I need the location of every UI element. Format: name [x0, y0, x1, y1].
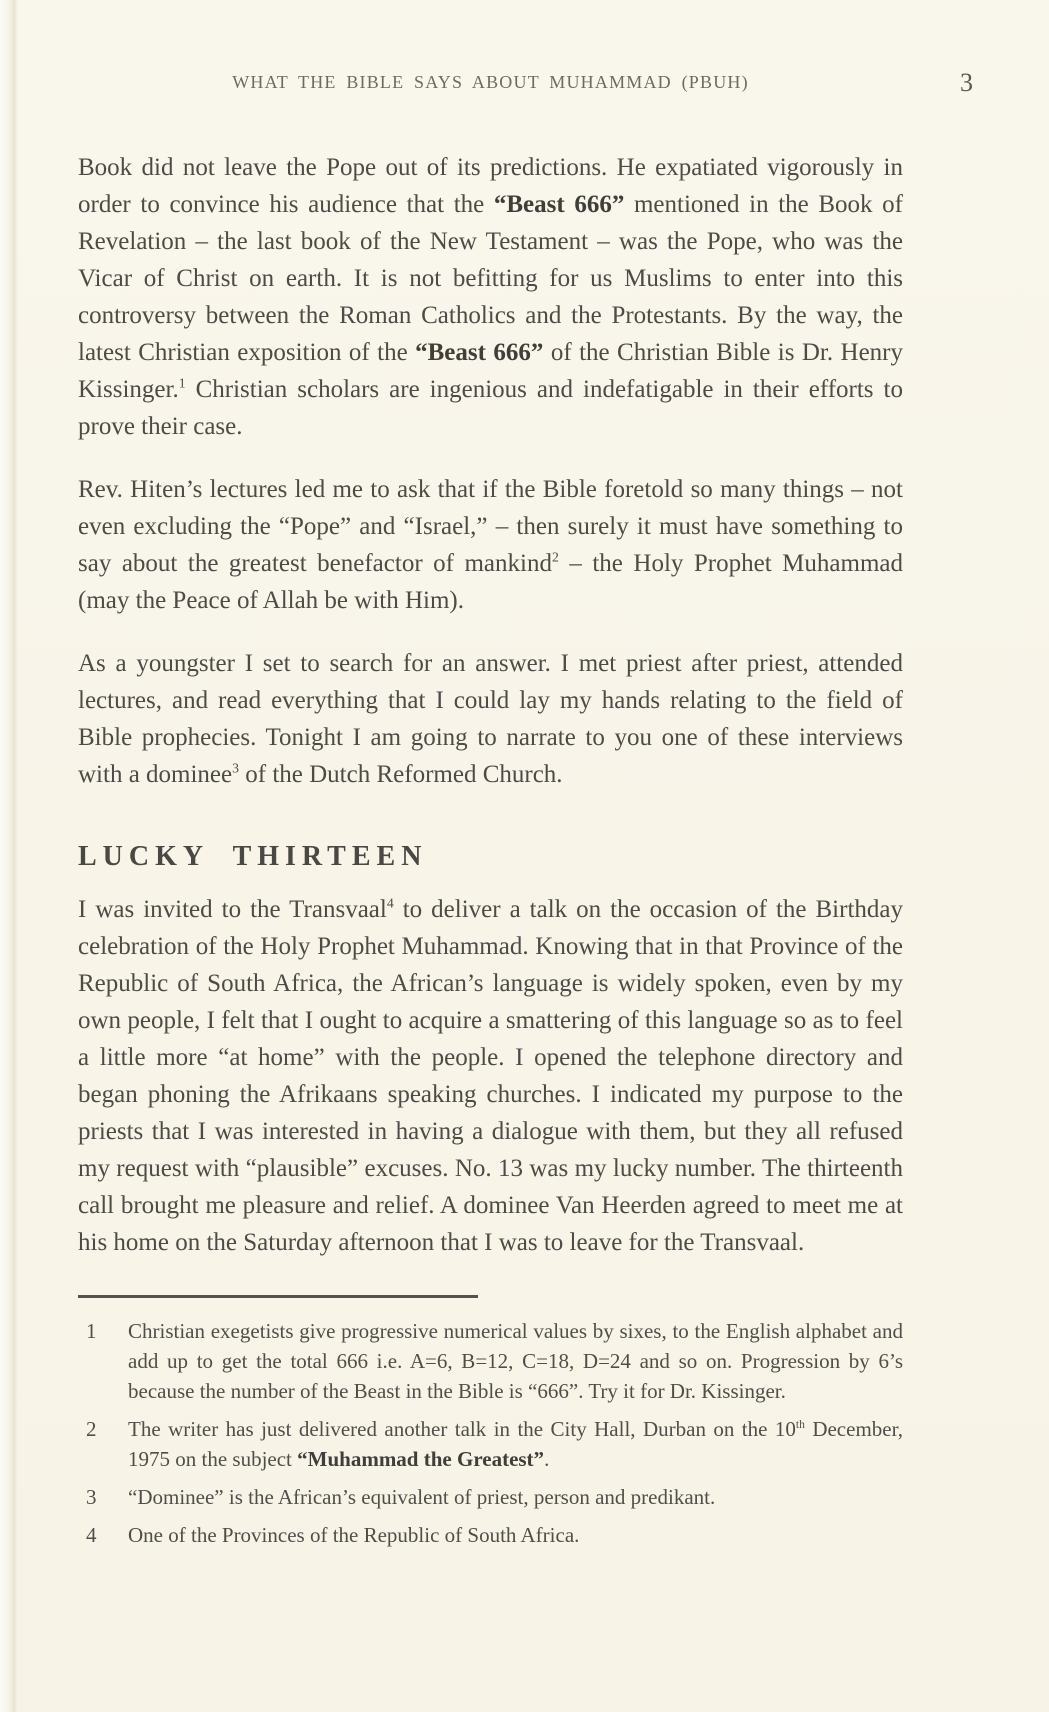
footnote-number: 1 — [86, 1319, 97, 1343]
body-paragraph: Rev. Hiten’s lectures led me to ask that if the Bible foretold so many things – not even excluding the “Pope” and “Israel,” – then surely it must have something to say about the greatest benefactor of mankind$^2$ – the Holy Prophet Muhammad (may the Peace of Allah be with Him). — [78, 476, 903, 614]
footnote-text: One of the Provinces of the Republic of South Africa. — [128, 1523, 580, 1547]
footnote-item — [78, 1316, 903, 1406]
footnote-number: 2 — [86, 1417, 97, 1441]
text-column — [78, 149, 903, 1550]
footnote-separator-rule — [78, 1295, 478, 1298]
footnote-number: 4 — [86, 1523, 97, 1547]
footnote-item — [78, 1414, 903, 1474]
footnote-text: “Dominee” is the African’s equivalent of priest, person and predikant. — [128, 1485, 716, 1509]
footnote-text: Christian exegetists give progressive numerical values by sixes, to the English alphabet and add up to get the total 666 i.e. A=6, B=12, C=18, D=24 and so on. Progression by 6’s because the number of the Beast in the Bible is “666”. Try it for Dr. Kissinger. — [128, 1319, 903, 1403]
running-head-title: WHAT THE BIBLE SAYS ABOUT MUHAMMAD (PBUH) — [232, 72, 749, 92]
page-number: 3 — [960, 68, 973, 97]
footnote-item — [78, 1482, 903, 1512]
footnote-text: The writer has just delivered another talk in the City Hall, Durban on the 10th December, 1975 on the subject “Muhammad the Greatest”. — [128, 1417, 904, 1471]
body-paragraph: I was invited to the Transvaal$^4$ to deliver a talk on the occasion of the Birthday celebration of the Holy Prophet Muhammad. Knowing that in that Province of the Republic of South Africa, the African’s language is widely spoken, even by my own people, I felt that I ought to acquire a smattering of this language so as to feel a little more “at home” with the people. I opened the telephone directory and began phoning the Afrikaans speaking churches. I indicated my purpose to the priests that I was interested in having a dialogue with them, but they all refused my request with “plausible” excuses. No. 13 was my lucky number. The thirteenth call brought me pleasure and relief. A dominee Van Heerden agreed to meet me at his home on the Saturday afternoon that I was to leave for the Transvaal. — [78, 895, 903, 1256]
footnote-item — [78, 1520, 903, 1550]
footnote-number: 3 — [86, 1485, 97, 1509]
body-paragraph: Book did not leave the Pope out of its predictions. He expatiated vigorously in order to convince his audience that the “Beast 666” mentioned in the Book of Revelation – the last book of the New Testament – was the Pope, who was the Vicar of Christ on earth. It is not befitting for us Muslims to enter into this controversy between the Roman Catholics and the Protestants. By the way, the latest Christian exposition of the “Beast 666” of the Christian Bible is Dr. Henry Kissinger.$^1$ Christian scholars are ingenious and indefatigable in their efforts to prove their case. — [78, 154, 904, 440]
running-head — [78, 68, 973, 97]
footnotes-list — [78, 1316, 903, 1550]
section-heading: LUCKY THIRTEEN — [78, 841, 428, 872]
body-paragraph: As a youngster I set to search for an answer. I met priest after priest, attended lectures, and read everything that I could lay my hands relating to the field of Bible prophecies. Tonight I am going to narrate to you one of these interviews with a dominee$^3$ of the Dutch Reformed Church. — [78, 650, 903, 788]
